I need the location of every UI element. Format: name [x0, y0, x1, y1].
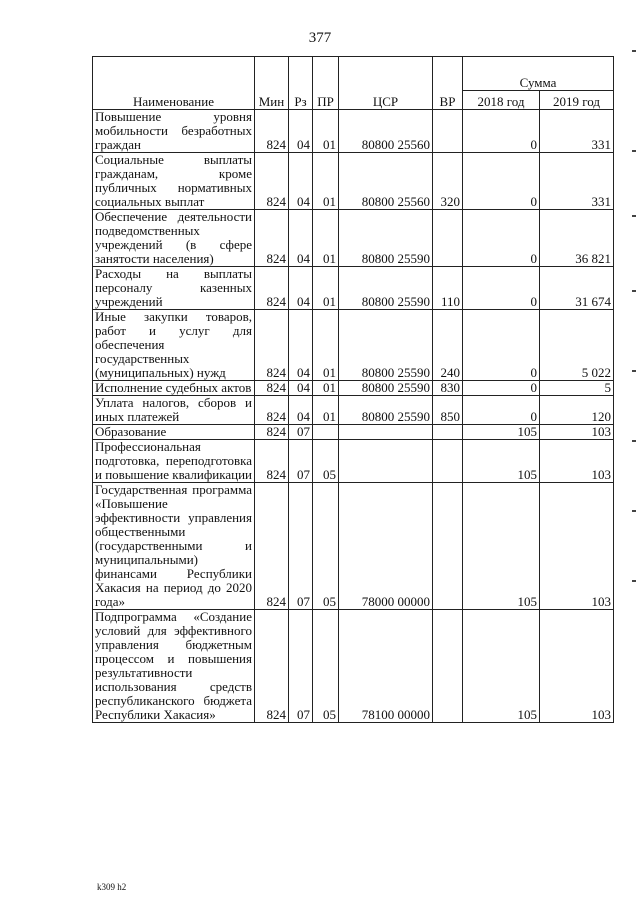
row-vr: 320: [433, 153, 463, 210]
row-name: Исполнение судебных актов: [93, 381, 255, 396]
row-pr: 01: [313, 310, 339, 381]
row-2018: 0: [463, 310, 540, 381]
row-csr: [339, 440, 433, 483]
row-vr: 850: [433, 396, 463, 425]
page-number: 377: [308, 30, 332, 46]
row-2018: 0: [463, 210, 540, 267]
header-name: Наименование: [93, 57, 255, 110]
table-row: [93, 153, 614, 210]
table-row: [93, 210, 614, 267]
row-2018: 105: [463, 483, 540, 610]
row-pr: 01: [313, 396, 339, 425]
row-vr: [433, 110, 463, 153]
row-2018: 0: [463, 153, 540, 210]
row-vr: 240: [433, 310, 463, 381]
row-2019: 103: [540, 483, 614, 610]
row-pr: 05: [313, 483, 339, 610]
header-row: [93, 57, 614, 91]
row-2019: 103: [540, 440, 614, 483]
row-rz: 07: [289, 425, 313, 440]
row-pr: 01: [313, 153, 339, 210]
row-2019: 120: [540, 396, 614, 425]
row-name: Социальные выплаты гражданам, кроме публичных нормативных социальных выплат: [93, 153, 255, 210]
row-pr: 01: [313, 110, 339, 153]
row-2018: 105: [463, 610, 540, 723]
row-min: 824: [255, 310, 289, 381]
row-min: 824: [255, 440, 289, 483]
row-2019: 103: [540, 425, 614, 440]
header-sum: Сумма: [463, 57, 614, 91]
row-min: 824: [255, 396, 289, 425]
row-vr: [433, 425, 463, 440]
row-2018: 105: [463, 425, 540, 440]
row-min: 824: [255, 381, 289, 396]
row-pr: 05: [313, 610, 339, 723]
header-csr: ЦСР: [339, 57, 433, 110]
row-vr: [433, 440, 463, 483]
row-rz: 04: [289, 110, 313, 153]
row-2019: 5 022: [540, 310, 614, 381]
row-min: 824: [255, 153, 289, 210]
footer-code: k309 h2: [97, 882, 127, 892]
row-rz: 07: [289, 610, 313, 723]
table-row: [93, 425, 614, 440]
table-row: [93, 381, 614, 396]
row-vr: [433, 610, 463, 723]
row-rz: 04: [289, 381, 313, 396]
row-2019: 5: [540, 381, 614, 396]
row-pr: 01: [313, 381, 339, 396]
row-vr: [433, 483, 463, 610]
row-name: Расходы на выплаты персоналу казенных учреждений: [93, 267, 255, 310]
table-row: [93, 440, 614, 483]
header-pr: ПР: [313, 57, 339, 110]
row-name: Государственная программа «Повышение эффективности управления общественными (государственными и муниципальными) финансами Республики Хакасия на период до 2020 года»: [93, 483, 255, 610]
row-csr: [339, 425, 433, 440]
row-2018: 105: [463, 440, 540, 483]
row-name: Подпрограмма «Создание условий для эффективного управления бюджетным процессом и повышения результативности использования средств республиканского бюджета Республики Хакасия»: [93, 610, 255, 723]
row-rz: 04: [289, 396, 313, 425]
row-2019: 31 674: [540, 267, 614, 310]
header-rz: Рз: [289, 57, 313, 110]
row-pr: 05: [313, 440, 339, 483]
row-csr: 78100 00000: [339, 610, 433, 723]
row-2019: 331: [540, 110, 614, 153]
table-row: [93, 310, 614, 381]
row-2018: 0: [463, 110, 540, 153]
table-row: [93, 110, 614, 153]
row-rz: 04: [289, 267, 313, 310]
row-csr: 80800 25590: [339, 381, 433, 396]
row-min: 824: [255, 210, 289, 267]
row-min: 824: [255, 425, 289, 440]
row-csr: 80800 25590: [339, 267, 433, 310]
table-row: [93, 483, 614, 610]
row-pr: [313, 425, 339, 440]
row-min: 824: [255, 267, 289, 310]
row-csr: 80800 25560: [339, 153, 433, 210]
row-pr: 01: [313, 210, 339, 267]
row-vr: [433, 210, 463, 267]
row-csr: 80800 25590: [339, 210, 433, 267]
row-name: Уплата налогов, сборов и иных платежей: [93, 396, 255, 425]
header-year-2019: 2019 год: [540, 91, 614, 110]
row-csr: 80800 25590: [339, 396, 433, 425]
budget-table: [92, 56, 614, 723]
header-year-2018: 2018 год: [463, 91, 540, 110]
row-2018: 0: [463, 396, 540, 425]
row-min: 824: [255, 110, 289, 153]
row-2019: 103: [540, 610, 614, 723]
row-pr: 01: [313, 267, 339, 310]
row-csr: 80800 25560: [339, 110, 433, 153]
row-csr: 78000 00000: [339, 483, 433, 610]
row-2018: 0: [463, 267, 540, 310]
row-vr: 830: [433, 381, 463, 396]
row-2018: 0: [463, 381, 540, 396]
row-min: 824: [255, 483, 289, 610]
row-name: Иные закупки товаров, работ и услуг для обеспечения государственных (муниципальных) нужд: [93, 310, 255, 381]
row-name: Образование: [93, 425, 255, 440]
row-min: 824: [255, 610, 289, 723]
row-name: Профессиональная подготовка, переподготовка и повышение квалификации: [93, 440, 255, 483]
row-2019: 36 821: [540, 210, 614, 267]
row-2019: 331: [540, 153, 614, 210]
row-csr: 80800 25590: [339, 310, 433, 381]
table-row: [93, 610, 614, 723]
row-rz: 04: [289, 153, 313, 210]
header-min: Мин: [255, 57, 289, 110]
row-rz: 04: [289, 210, 313, 267]
table-row: [93, 396, 614, 425]
row-vr: 110: [433, 267, 463, 310]
row-name: Повышение уровня мобильности безработных граждан: [93, 110, 255, 153]
header-vr: ВР: [433, 57, 463, 110]
margin-marks: [630, 40, 640, 860]
row-rz: 07: [289, 483, 313, 610]
table-row: [93, 267, 614, 310]
row-rz: 04: [289, 310, 313, 381]
row-rz: 07: [289, 440, 313, 483]
row-name: Обеспечение деятельности подведомственных учреждений (в сфере занятости населения): [93, 210, 255, 267]
